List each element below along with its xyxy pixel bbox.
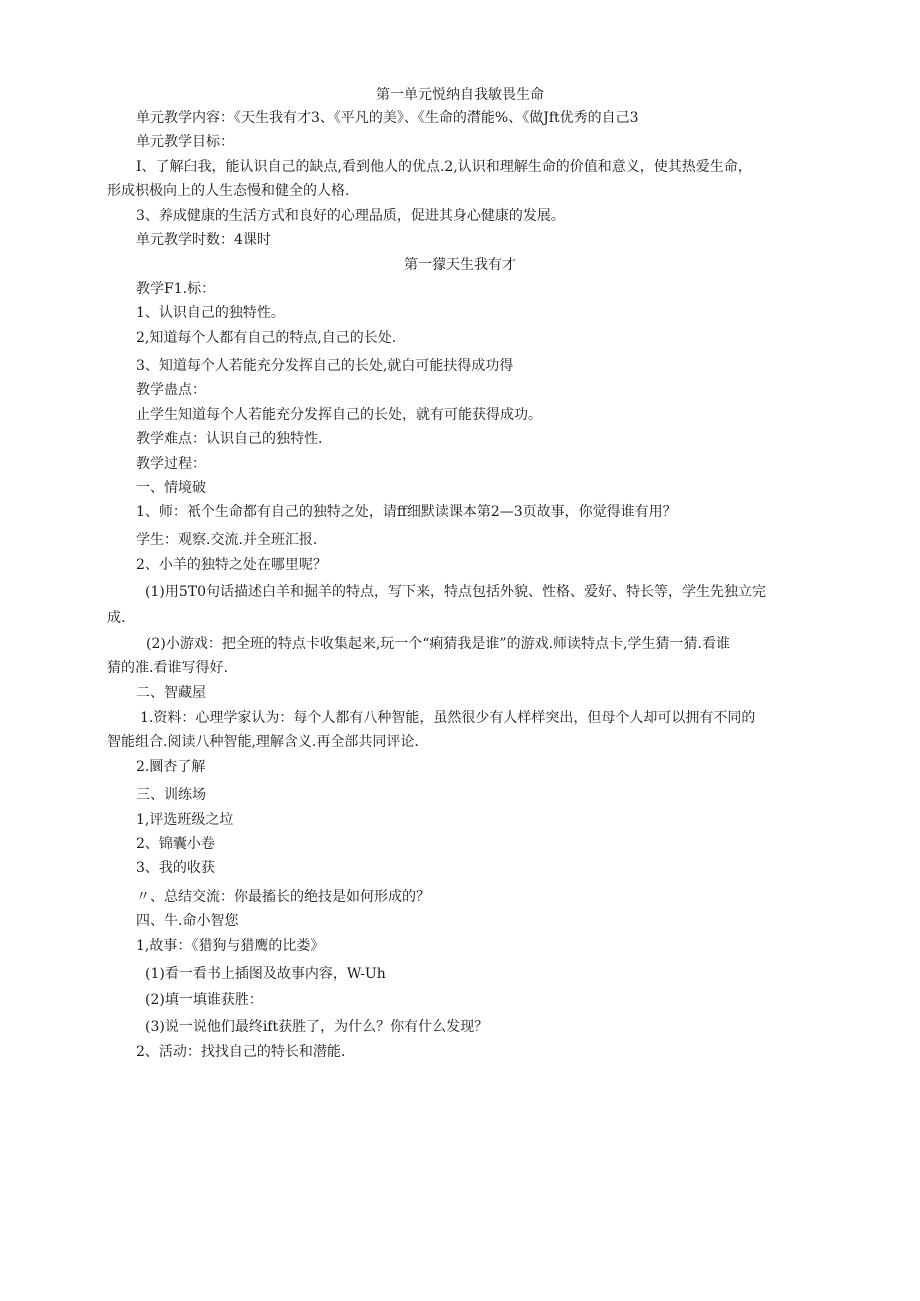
lesson-title: 第一獴天生我有才 [404, 257, 516, 273]
unit-goal-3: 3、养成健康的生活方式和良好的心理品质，促进其身心健康的发展。 [136, 208, 565, 224]
section-4-heading: 四、牛.命小智您 [136, 913, 239, 929]
section-2-item-2: 2.圜杏了解 [136, 759, 206, 775]
lesson-goals-heading: 教学F1.标： [136, 281, 216, 297]
section-1-item-2: 2、小羊的独特之处在哪里呢？ [136, 557, 327, 573]
unit-goals-heading: 单元教学目标： [136, 134, 234, 150]
key-points: 止学生知道每个人若能充分发挥自己的长处，就有可能获得成功。 [136, 407, 542, 423]
difficulty: 教学难点：认识自己的独特性. [136, 431, 323, 447]
section-3-item-2: 2、锦囊小卷 [136, 836, 215, 852]
unit-hours: 单元教学时数：4课时 [136, 232, 271, 248]
summary: 〃、总结交流：你最搐长的绝技是如何形成的？ [136, 889, 430, 905]
section-1-item-1: 1、师：衹个生命都有自己的独特之处，请ff细默读课本第2—3页故事，你觉得谁有用？ [136, 504, 677, 520]
lesson-goal-1: 1、认识自己的独特性。 [136, 305, 285, 321]
section-1-sub-2-line1: (2)小游戏：把全班的特点卡收集起来,玩一个“痢猜我是谁”的游戏.师读特点卡,学生猜一猜.看谁 [146, 636, 730, 652]
section-4-sub-2: (2)填一填谁获胜： [145, 992, 263, 1008]
section-1-student: 学生：观察.交流.并全班汇报. [136, 532, 318, 548]
unit-goal-1-line2: 形成枳极向上的人生态慢和健全的人格. [107, 183, 350, 199]
section-4-sub-1: (1)看一看书上插图及故事内容，W-Uh [145, 966, 386, 982]
process-heading: 教学过程： [136, 456, 206, 472]
section-4-item-2: 2、活动：找找自己的特长和潜能. [136, 1044, 346, 1060]
section-1-sub-1-line2: 成. [107, 610, 126, 626]
section-1-sub-1-line1: (1)用5T0句话描述白羊和掘羊的特点，写下来，特点包括外貌、性格、爱好、特长等，学生先独立完 [145, 584, 766, 600]
unit-title: 第一单元悦纳自我敏畏生命 [376, 87, 544, 103]
section-2-item-1-line2: 智能组合.阅读八种智能,理解含义.再全部共同评论. [107, 734, 419, 750]
section-3-item-3: 3、我的收获 [136, 860, 215, 876]
section-3-item-1: 1,评选班级之垃 [136, 812, 234, 828]
section-4-sub-3: (3)说一说他们最终ift获胜了，为什么？你有什么发现？ [145, 1019, 489, 1035]
lesson-goal-3: 3、知道每个人若能充分发挥自己的长处,就白可能扶得成功得 [136, 358, 514, 374]
unit-goal-1-line1: I、了解臼我，能认识自己的缺点,看到他人的优点.2,认识和理解生命的价值和意义，使其热爱生命， [136, 159, 752, 175]
section-2-heading: 二、智藏屋 [136, 685, 206, 701]
section-2-item-1-line1: 1.资料：心理学家认为：每个人都有八种智能，虽然很少有人样样突出，但母个人却可以拥有不同的 [140, 710, 756, 726]
section-3-heading: 三、训练场 [136, 787, 206, 803]
unit-content: 单元教学内容：《天生我有才3、《平凡的美》、《生命的潸能%、《做Jft优秀的自己3 [136, 110, 639, 126]
section-1-heading: 一、情境破 [136, 480, 206, 496]
lesson-goal-2: 2,知道每个人都有自己的特点,自己的长处. [136, 330, 397, 346]
section-4-item-1: 1,故事：《猎狗与猎鹰的比娄》 [136, 938, 325, 954]
section-1-sub-2-line2: 猜的准.看谁写得好. [107, 660, 228, 676]
key-points-heading: 教学蛊点： [136, 382, 206, 398]
